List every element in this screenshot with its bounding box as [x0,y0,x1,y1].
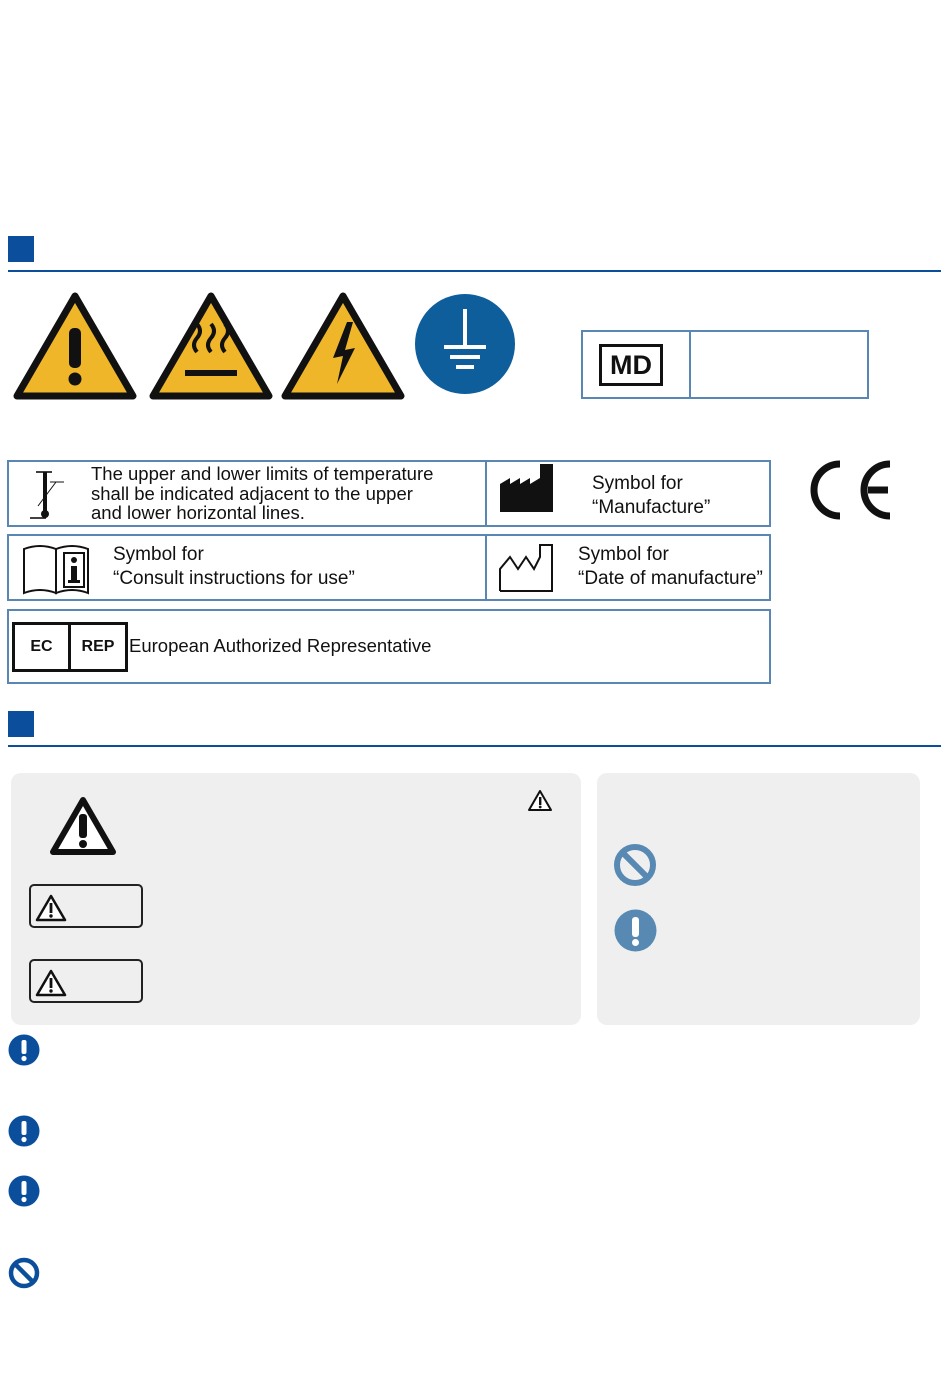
date-of-manufacture-icon [498,543,554,595]
protective-earth-icon [414,293,516,395]
row-divider [485,536,487,599]
mandatory-icon [8,1115,40,1147]
rep-label: REP [81,638,115,655]
mandatory-icon [8,1175,40,1207]
section-divider-safety [8,745,941,747]
ce-mark [806,458,896,522]
small-alert-icon [527,789,553,812]
date-symbol-text: Symbol for “Date of manufacture” [578,544,763,589]
prohibition-icon [613,843,657,887]
temperature-limit-text: The upper and lower limits of temperature shall be indicated adjacent to the upper and lower horizontal lines. [91,463,434,523]
manufacture-symbol-text: Symbol for “Manufacture” [592,473,711,518]
md-symbol-label: MD [599,344,663,386]
label-alert-icon [35,894,67,922]
hot-surface-icon [149,292,273,400]
electric-shock-icon [281,292,405,400]
ec-rep-icon [12,622,128,672]
safety-alert-icon [49,796,117,856]
consult-instructions-icon [22,543,92,595]
manufacturer-icon [500,464,554,514]
md-symbol-box [581,330,869,399]
label-alert-icon [35,969,67,997]
prohibition-icon [8,1257,40,1289]
ec-rep-text: European Authorized Representative [129,635,432,656]
ec-label: EC [30,638,53,655]
mandatory-icon [8,1034,40,1066]
temperature-limit-icon [28,468,68,522]
row-divider [485,462,487,525]
general-warning-icon [13,292,137,400]
caution-level-label [29,959,143,1003]
consult-symbol-text: Symbol for “Consult instructions for use” [113,544,355,589]
mandatory-icon [614,909,657,952]
section-divider-symbols [8,270,941,272]
section-marker-safety [8,711,34,737]
md-box-divider [689,332,691,397]
symbol-legend-panel [597,773,920,1025]
section-marker-symbols [8,236,34,262]
warning-level-label [29,884,143,928]
